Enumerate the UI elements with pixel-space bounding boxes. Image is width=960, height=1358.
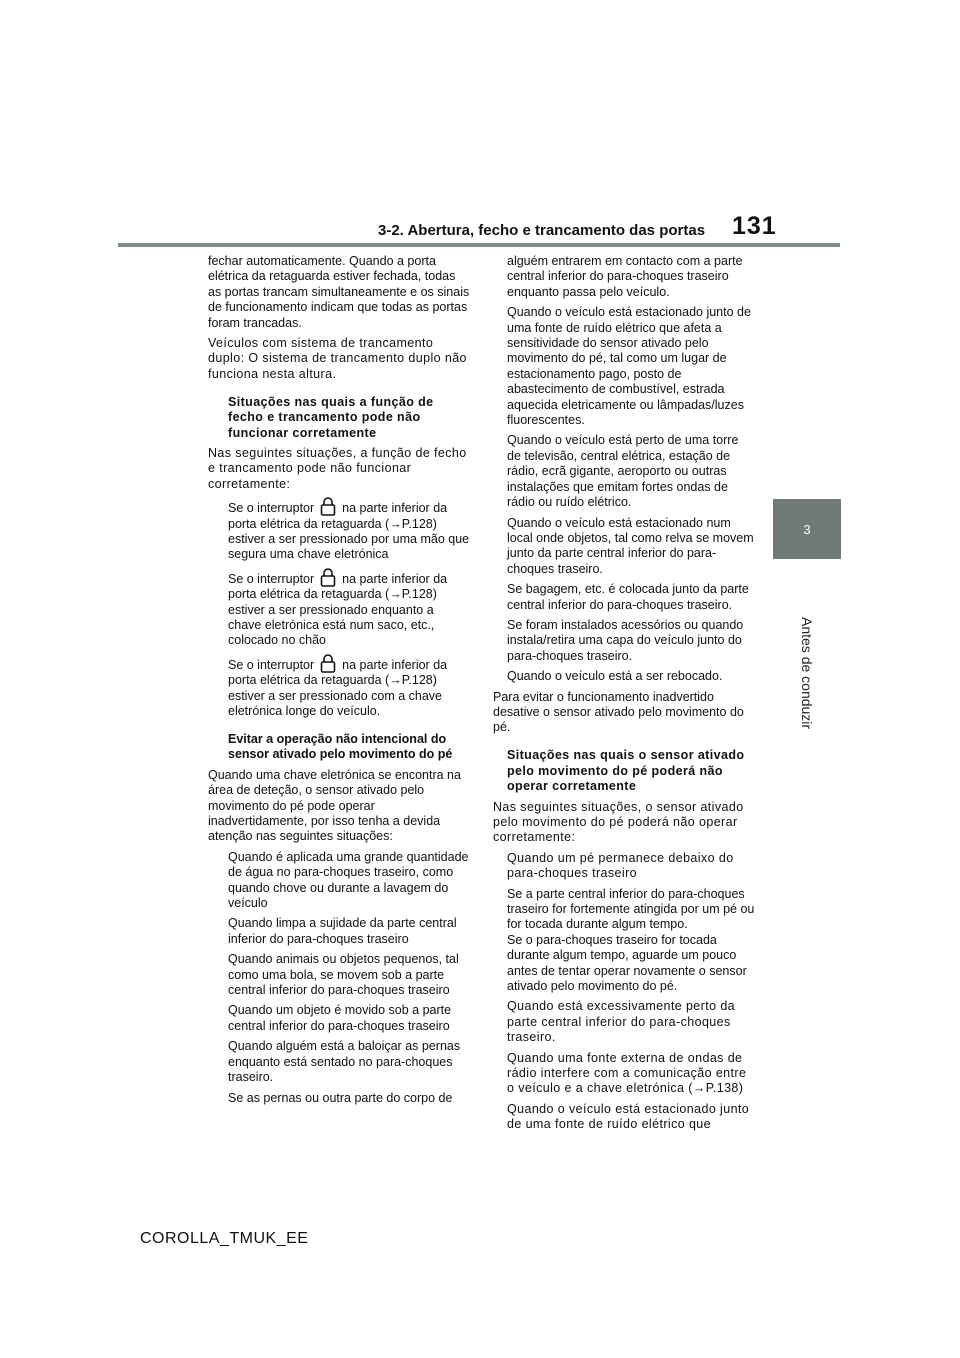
paragraph: fechar automaticamente. Quando a porta elétrica da retaguarda estiver fechada, todas as portas trancam simultaneamente e os sinais de funcionamento indicam que todas as portas foram trancadas. bbox=[208, 254, 470, 330]
list-item-text: na parte inferior da porta elétrica da retaguarda (→P.128) estiver a ser pressionado por uma mão que segura uma chave eletrónica bbox=[228, 501, 470, 562]
lock-switch-icon bbox=[320, 654, 336, 673]
list-item: Quando o veículo está perto de uma torre de televisão, central elétrica, estação de rádio, ecrã gigante, aeroporto ou outras instalações que emitam fortes ondas de rádio ou ruído elétrico. bbox=[507, 433, 739, 510]
section-heading: Situações nas quais o sensor ativado pelo movimento do pé poderá não operar corretamente bbox=[507, 748, 745, 794]
chapter-side-label bbox=[797, 612, 817, 732]
list-item-text: na parte inferior da porta elétrica da retaguarda (→P.128) estiver a ser pressionado enquanto a chave eletrónica está num saco, etc., colocado no chão bbox=[228, 571, 448, 648]
list-item: Quando uma fonte externa de ondas de rádio interfere com a comunicação entre o veículo e a chave eletrónica (→P.138) bbox=[507, 1050, 747, 1096]
chapter-tab-number: 3 bbox=[803, 521, 811, 537]
paragraph: Para evitar o funcionamento inadvertido desative o sensor ativado pelo movimento do pé. bbox=[493, 689, 744, 735]
section-title: 3-2. Abertura, fecho e trancamento das portas bbox=[378, 222, 706, 239]
list-item-text: Se o interruptor bbox=[228, 501, 315, 516]
list-item: Se foram instalados acessórios ou quando instala/retira uma capa do veículo junto do para-choques traseiro. bbox=[507, 617, 744, 663]
list-item: alguém entrarem em contacto com a parte central inferior do para-choques traseiro enquanto passa pelo veículo. bbox=[507, 254, 743, 299]
list-item-text: Se o interruptor bbox=[228, 657, 315, 672]
list-item: Quando um objeto é movido sob a parte central inferior do para-choques traseiro bbox=[228, 1003, 452, 1033]
list-item: Quando alguém está a baloiçar as pernas enquanto está sentado no para-choques traseiro. bbox=[228, 1039, 461, 1085]
list-item-text: na parte inferior da porta elétrica da retaguarda (→P.128) estiver a ser pressionado com a chave eletrónica longe do veículo. bbox=[228, 657, 448, 719]
right-column bbox=[493, 254, 755, 1138]
list-item bbox=[228, 654, 470, 720]
list-item bbox=[228, 568, 470, 649]
list-item: Quando limpa a sujidade da parte central inferior do para-choques traseiro bbox=[228, 916, 457, 946]
header-divider bbox=[118, 243, 840, 247]
list-item: Quando o veículo está estacionado junto de uma fonte de ruído elétrico que bbox=[507, 1101, 750, 1132]
chapter-tab[interactable] bbox=[773, 499, 841, 559]
list-item: Quando um pé permanece debaixo do para-choques traseiro bbox=[507, 850, 734, 881]
paragraph: Nas seguintes situações, o sensor ativado pelo movimento do pé poderá não operar corretamente: bbox=[493, 799, 744, 845]
section-heading: Situações nas quais a função de fecho e trancamento pode não funcionar corretamente bbox=[228, 394, 434, 440]
list-item bbox=[228, 497, 470, 563]
paragraph: Nas seguintes situações, a função de fecho e trancamento pode não funcionar corretamente: bbox=[208, 445, 467, 491]
paragraph: Veículos com sistema de trancamento duplo: O sistema de trancamento duplo não funciona nesta altura. bbox=[208, 336, 467, 381]
list-item-note: Se o para-choques traseiro for tocada durante algum tempo, aguarde um pouco antes de tentar operar novamente o sensor ativado pelo movimento do pé. bbox=[507, 932, 747, 993]
list-item: Quando o veículo está estacionado num local onde objetos, tal como relva se movem junto da parte central inferior do para-choques traseiro. bbox=[507, 515, 754, 576]
lock-switch-icon bbox=[320, 497, 336, 516]
chapter-side-label-text: Antes de conduzir bbox=[799, 617, 815, 730]
list-item: Se bagagem, etc. é colocada junto da parte central inferior do para-choques traseiro. bbox=[507, 582, 749, 612]
list-item: Se a parte central inferior do para-choques traseiro for fortemente atingida por um pé ou for tocada durante algum tempo. bbox=[507, 886, 755, 932]
paragraph: Quando uma chave eletrónica se encontra na área de deteção, o sensor ativado pelo movimento do pé pode operar inadvertidamente, por isso tenha a devida atenção nas seguintes situações: bbox=[208, 767, 461, 844]
list-item: Quando é aplicada uma grande quantidade de água no para-choques traseiro, como quando chove ou durante a lavagem do veículo bbox=[228, 849, 469, 911]
list-item: Quando o veículo está a ser rebocado. bbox=[507, 669, 723, 684]
list-item-text: Se o interruptor bbox=[228, 571, 315, 586]
section-heading: Evitar a operação não intencional do sensor ativado pelo movimento do pé bbox=[228, 731, 453, 762]
list-item: Se as pernas ou outra parte do corpo de bbox=[228, 1090, 453, 1105]
left-column bbox=[208, 254, 470, 1111]
list-item: Quando animais ou objetos pequenos, tal como uma bola, se movem sob a parte central inferior do para-choques traseiro bbox=[228, 952, 459, 998]
document-code: COROLLA_TMUK_EE bbox=[140, 1230, 309, 1247]
lock-switch-icon bbox=[320, 568, 336, 587]
list-item: Quando o veículo está estacionado junto de uma fonte de ruído elétrico que afeta a sensitividade do sensor ativado pelo movimento do pé, tal como um lugar de estacionamento pago, posto de abastecimento de combustível, estrada aquecida eletricamente ou lâmpadas/luzes fluorescentes. bbox=[507, 305, 751, 428]
page-number: 131 bbox=[732, 212, 777, 240]
list-item: Quando está excessivamente perto da parte central inferior do para-choques traseiro. bbox=[507, 999, 736, 1045]
